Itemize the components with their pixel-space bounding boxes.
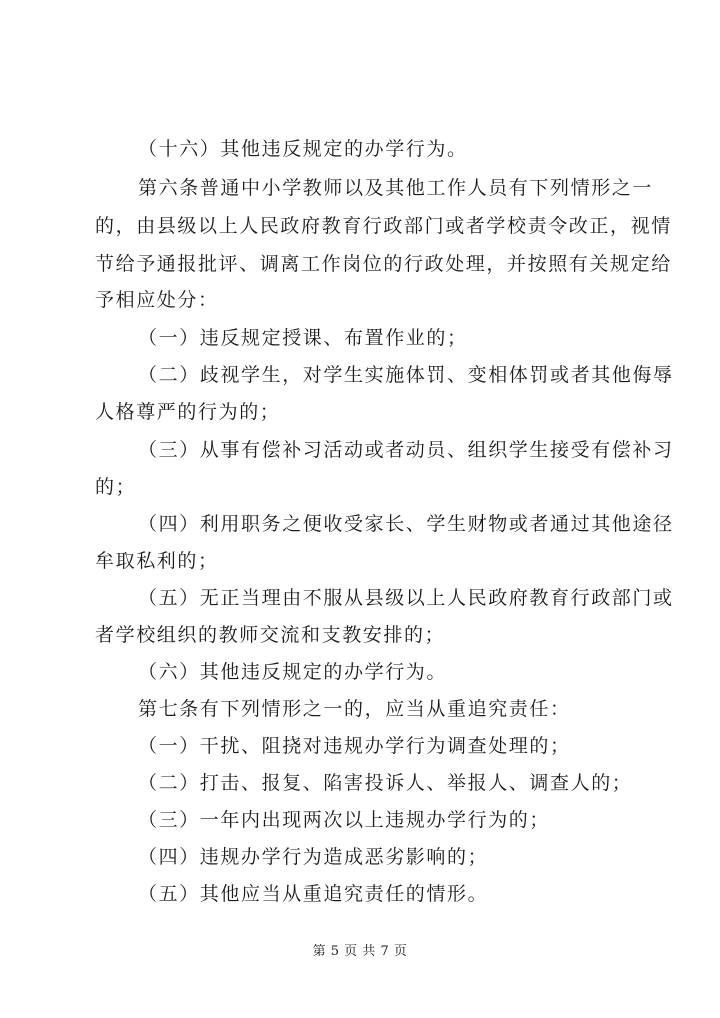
text-line-16: 第七条有下列情形之一的，应当从重追究责任：: [138, 698, 571, 720]
text-line-20: （四）违规办学行为造成恶劣影响的；: [138, 846, 489, 868]
text-line-10: 的；: [95, 476, 137, 498]
text-line-2: 第六条普通中小学教师以及其他工作人员有下列情形之一: [138, 177, 654, 199]
text-line-19: （三）一年内出现两次以上违规办学行为的；: [138, 809, 551, 831]
text-line-17: （一）干扰、阻挠对违规办学行为调查处理的；: [138, 735, 571, 757]
text-line-12: 牟取私利的；: [95, 550, 219, 572]
text-line-11: （四）利用职务之便收受家长、学生财物或者通过其他途径: [138, 513, 674, 535]
page-number: 第 5 页 共 7 页: [312, 944, 408, 959]
text-line-15: （六）其他违反规定的办学行为。: [138, 661, 448, 683]
text-line-8: 人格尊严的行为的；: [95, 401, 281, 423]
text-line-5: 予相应处分：: [95, 289, 219, 311]
text-line-13: （五）无正当理由不服从县级以上人民政府教育行政部门或: [138, 587, 674, 609]
text-line-14: 者学校组织的教师交流和支教安排的；: [95, 624, 446, 646]
text-line-6: （一）违反规定授课、布置作业的；: [138, 327, 468, 349]
text-line-9: （三）从事有偿补习活动或者动员、组织学生接受有偿补习: [138, 439, 674, 461]
text-line-1: （十六）其他违反规定的办学行为。: [138, 138, 468, 160]
text-line-21: （五）其他应当从重追究责任的情形。: [138, 883, 489, 905]
text-line-3: 的，由县级以上人民政府教育行政部门或者学校责令改正，视情: [95, 215, 672, 237]
text-line-18: （二）打击、报复、陷害投诉人、举报人、调查人的；: [138, 772, 633, 794]
text-line-4: 节给予通报批评、调离工作岗位的行政处理，并按照有关规定给: [95, 253, 672, 275]
text-line-7: （二）歧视学生，对学生实施体罚、变相体罚或者其他侮辱: [138, 364, 674, 386]
